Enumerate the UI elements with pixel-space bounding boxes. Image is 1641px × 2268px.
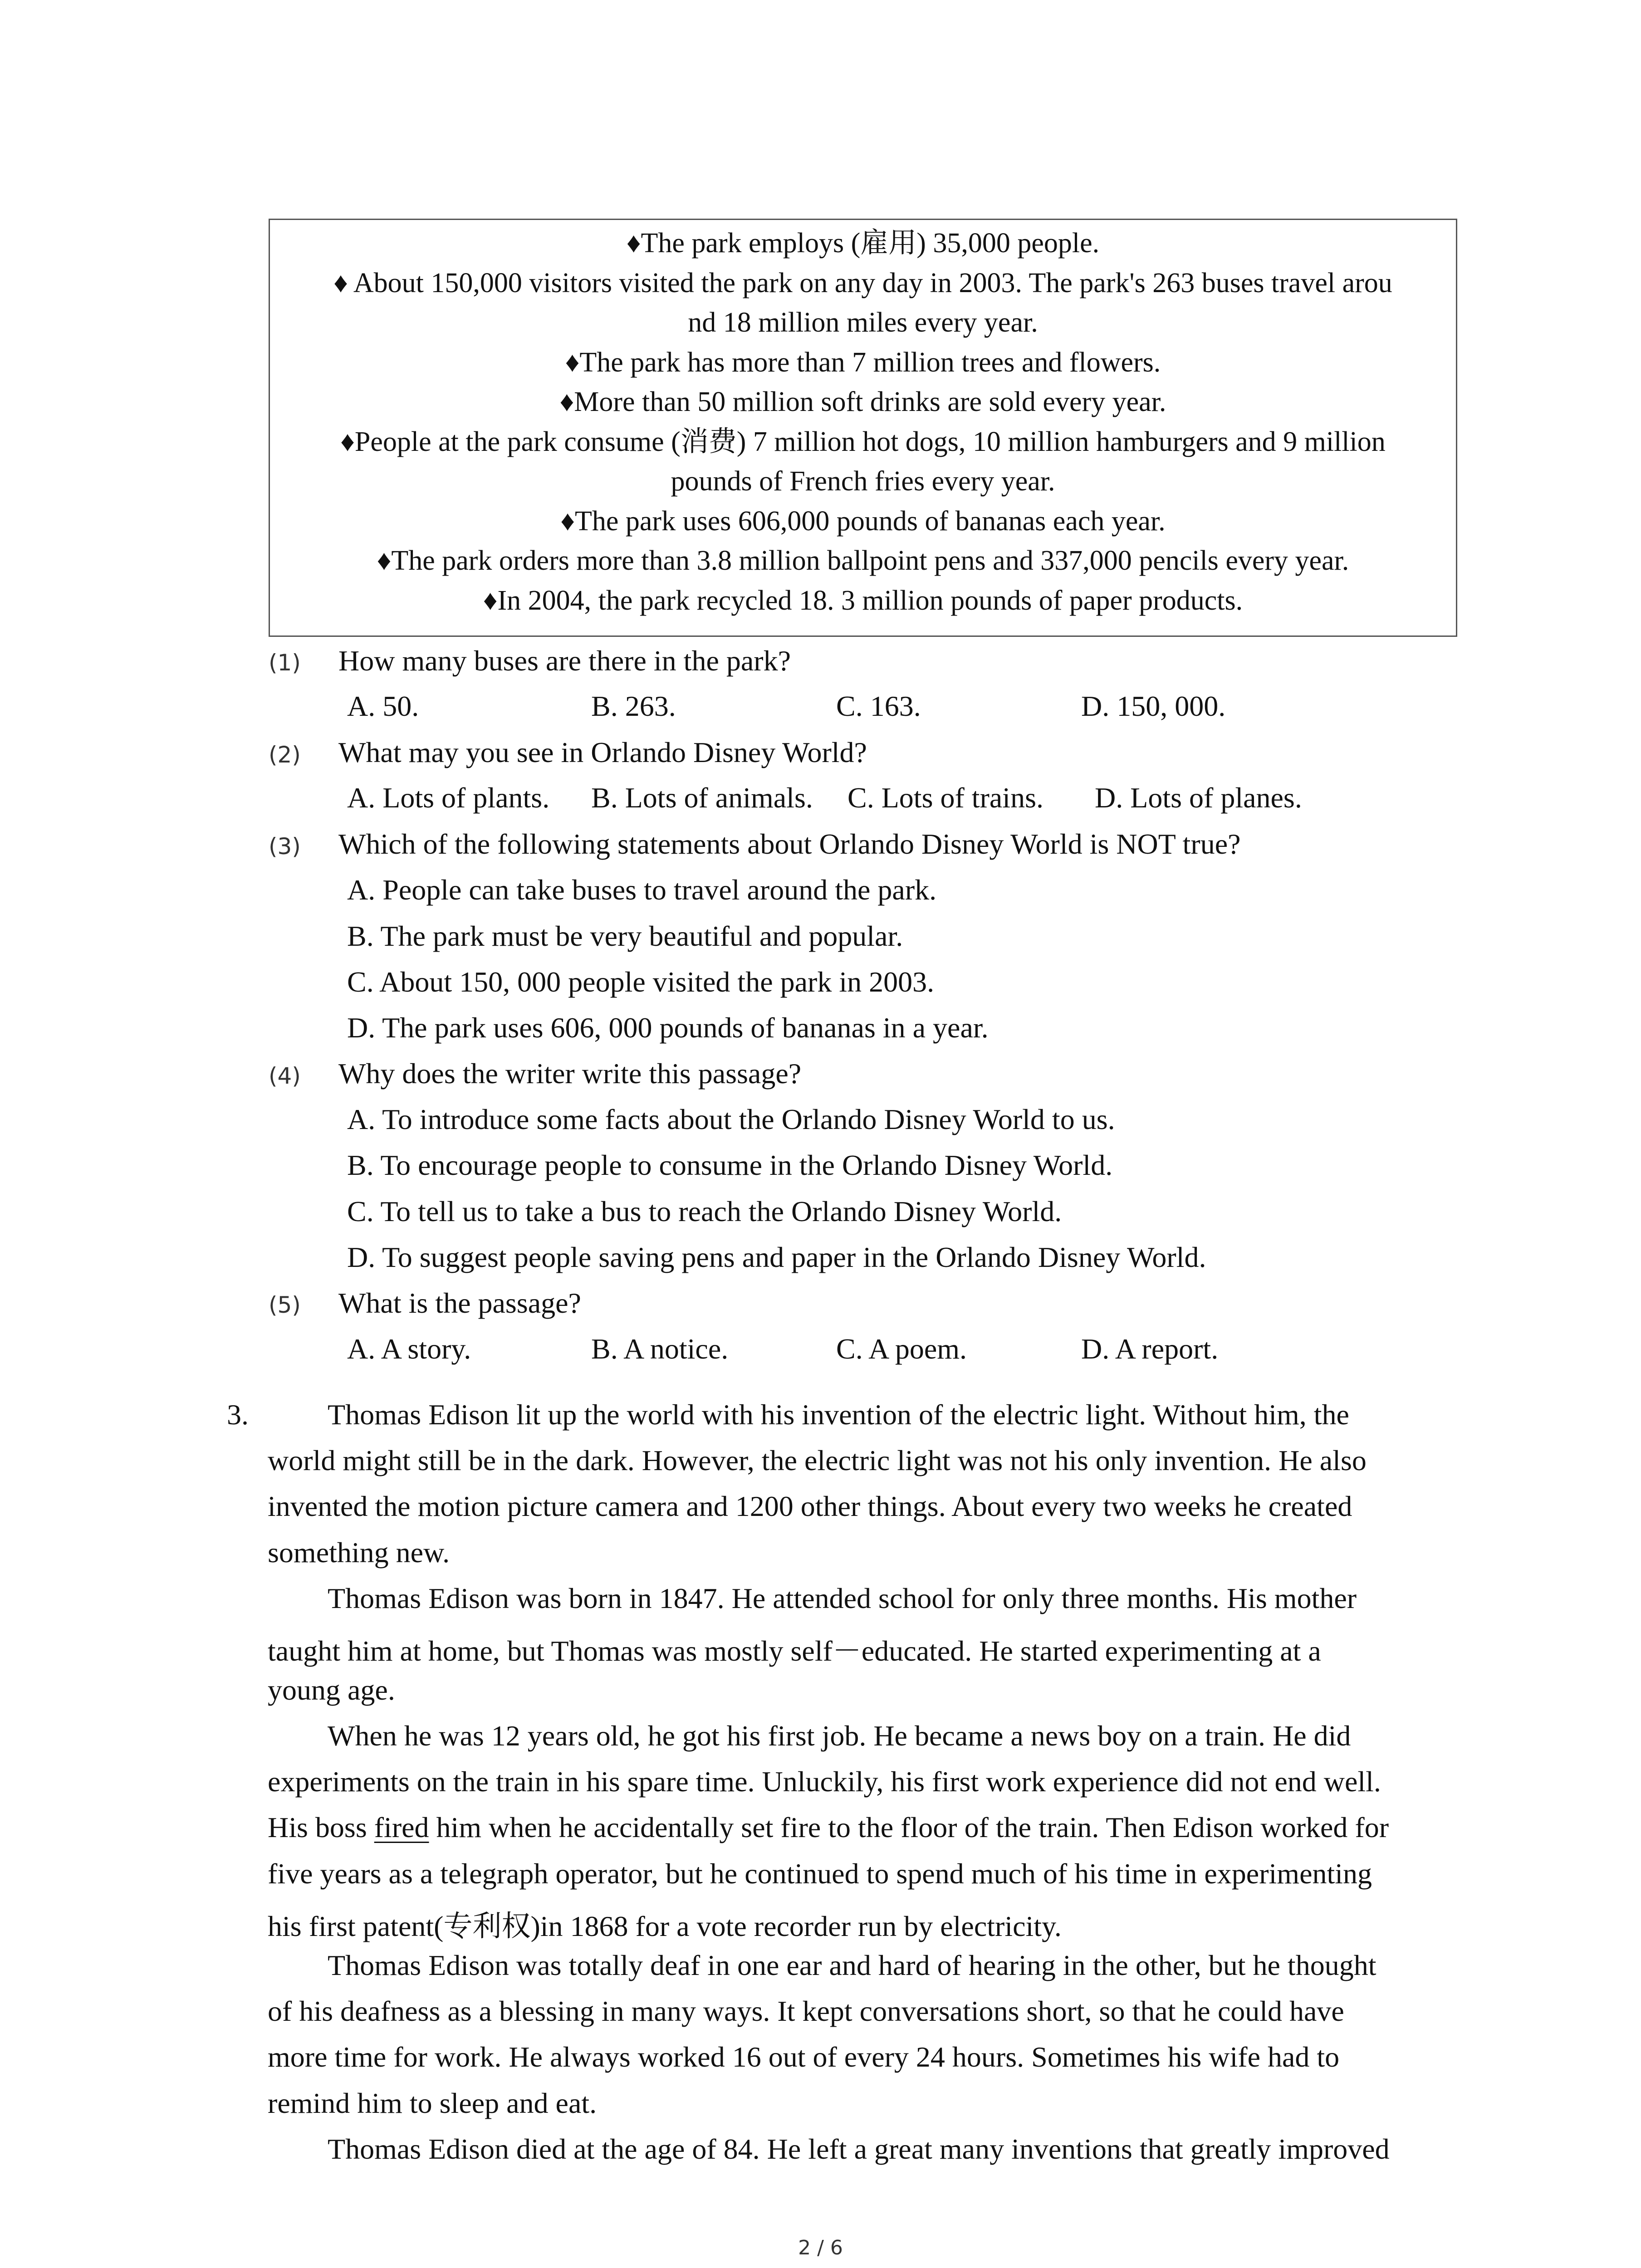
passage-line: Thomas Edison died at the age of 84. He left a great many inventions that greatly improved <box>328 2133 1390 2165</box>
option-b: B. A notice. <box>591 1333 729 1365</box>
passage-line: young age. <box>268 1674 395 1706</box>
fact-line: ♦In 2004, the park recycled 18. 3 million pounds of paper products. <box>483 585 1243 616</box>
fact-line: ♦The park has more than 7 million trees and flowers. <box>565 347 1161 378</box>
question-number: (1) <box>269 650 301 676</box>
fact-line: ♦People at the park consume (消费) 7 million hot dogs, 10 million hamburgers and 9 million <box>340 426 1386 457</box>
passage-line: When he was 12 years old, he got his first job. He became a news boy on a train. He did <box>328 1720 1351 1752</box>
facts-box <box>269 219 1457 637</box>
option-b: B. 263. <box>591 690 676 722</box>
question-text: Why does the writer write this passage? <box>338 1057 802 1090</box>
fact-line: ♦More than 50 million soft drinks are sold every year. <box>559 386 1166 417</box>
question-text: Which of the following statements about Orlando Disney World is NOT true? <box>338 828 1241 860</box>
option-b: B. The park must be very beautiful and popular. <box>347 920 903 952</box>
option-b: B. Lots of animals. <box>591 782 813 814</box>
option-c: C. About 150, 000 people visited the park in 2003. <box>347 966 935 998</box>
option-c: C. A poem. <box>836 1333 967 1365</box>
option-d: D. The park uses 606, 000 pounds of bananas in a year. <box>347 1012 989 1044</box>
option-a: A. Lots of plants. <box>347 782 550 814</box>
passage-line: more time for work. He always worked 16 out of every 24 hours. Sometimes his wife had to <box>268 2041 1340 2073</box>
fact-line: ♦ About 150,000 visitors visited the park on any day in 2003. The park's 263 buses travel arou <box>333 267 1392 298</box>
fact-line: pounds of French fries every year. <box>671 466 1055 497</box>
option-d: D. Lots of planes. <box>1095 782 1302 814</box>
passage-line: his first patent(专利权)in 1868 for a vote recorder run by electricity. <box>268 1910 1062 1942</box>
passage-line: invented the motion picture camera and 1200 other things. About every two weeks he created <box>268 1490 1352 1522</box>
option-d: D. A report. <box>1081 1333 1219 1365</box>
passage-line: taught him at home, but Thomas was mostly self－educated. He started experimenting at a <box>268 1635 1321 1667</box>
option-a: A. 50. <box>347 690 419 722</box>
option-c: C. To tell us to take a bus to reach the Orlando Disney World. <box>347 1195 1062 1227</box>
passage-line: experiments on the train in his spare time. Unluckily, his first work experience did not end well. <box>268 1765 1381 1798</box>
passage-number: 3. <box>227 1398 249 1431</box>
option-d: D. 150, 000. <box>1081 690 1226 722</box>
passage-line: something new. <box>268 1536 450 1569</box>
option-c: C. Lots of trains. <box>847 782 1043 814</box>
passage-line: Thomas Edison was born in 1847. He attended school for only three months. His mother <box>328 1582 1357 1614</box>
option-d: D. To suggest people saving pens and paper in the Orlando Disney World. <box>347 1241 1206 1273</box>
passage-line: of his deafness as a blessing in many ways. It kept conversations short, so that he could have <box>268 1995 1344 2027</box>
fact-line: nd 18 million miles every year. <box>688 307 1038 338</box>
passage-line: remind him to sleep and eat. <box>268 2087 597 2119</box>
underlined-word: fired <box>374 1811 429 1843</box>
passage-text: him when he accidentally set fire to the floor of the train. Then Edison worked for <box>429 1811 1389 1843</box>
fact-line: ♦The park uses 606,000 pounds of bananas each year. <box>560 505 1166 537</box>
question-text: How many buses are there in the park? <box>338 645 791 677</box>
fact-line: ♦The park employs (雇用) 35,000 people. <box>626 228 1100 259</box>
option-a: A. People can take buses to travel around the park. <box>347 874 937 906</box>
option-a: A. To introduce some facts about the Orlando Disney World to us. <box>347 1103 1115 1135</box>
page-indicator: 2 / 6 <box>798 2236 843 2259</box>
option-c: C. 163. <box>836 690 921 722</box>
question-text: What may you see in Orlando Disney World? <box>338 736 867 768</box>
question-number: (5) <box>269 1292 301 1318</box>
question-text: What is the passage? <box>338 1287 581 1319</box>
passage-text: His boss <box>268 1811 374 1843</box>
fact-line: ♦The park orders more than 3.8 million ballpoint pens and 337,000 pencils every year. <box>377 545 1349 576</box>
passage-line: Thomas Edison lit up the world with his invention of the electric light. Without him, the <box>328 1398 1349 1431</box>
passage-line: five years as a telegraph operator, but he continued to spend much of his time in experimenting <box>268 1857 1372 1890</box>
passage-line: world might still be in the dark. However, the electric light was not his only invention. He also <box>268 1444 1367 1476</box>
passage-line: Thomas Edison was totally deaf in one ear and hard of hearing in the other, but he thought <box>328 1949 1376 1981</box>
passage-line <box>268 1811 1389 1844</box>
option-a: A. A story. <box>347 1333 471 1365</box>
question-number: (3) <box>269 833 301 860</box>
question-number: (2) <box>269 742 301 768</box>
question-number: (4) <box>269 1063 301 1089</box>
option-b: B. To encourage people to consume in the Orlando Disney World. <box>347 1149 1113 1181</box>
